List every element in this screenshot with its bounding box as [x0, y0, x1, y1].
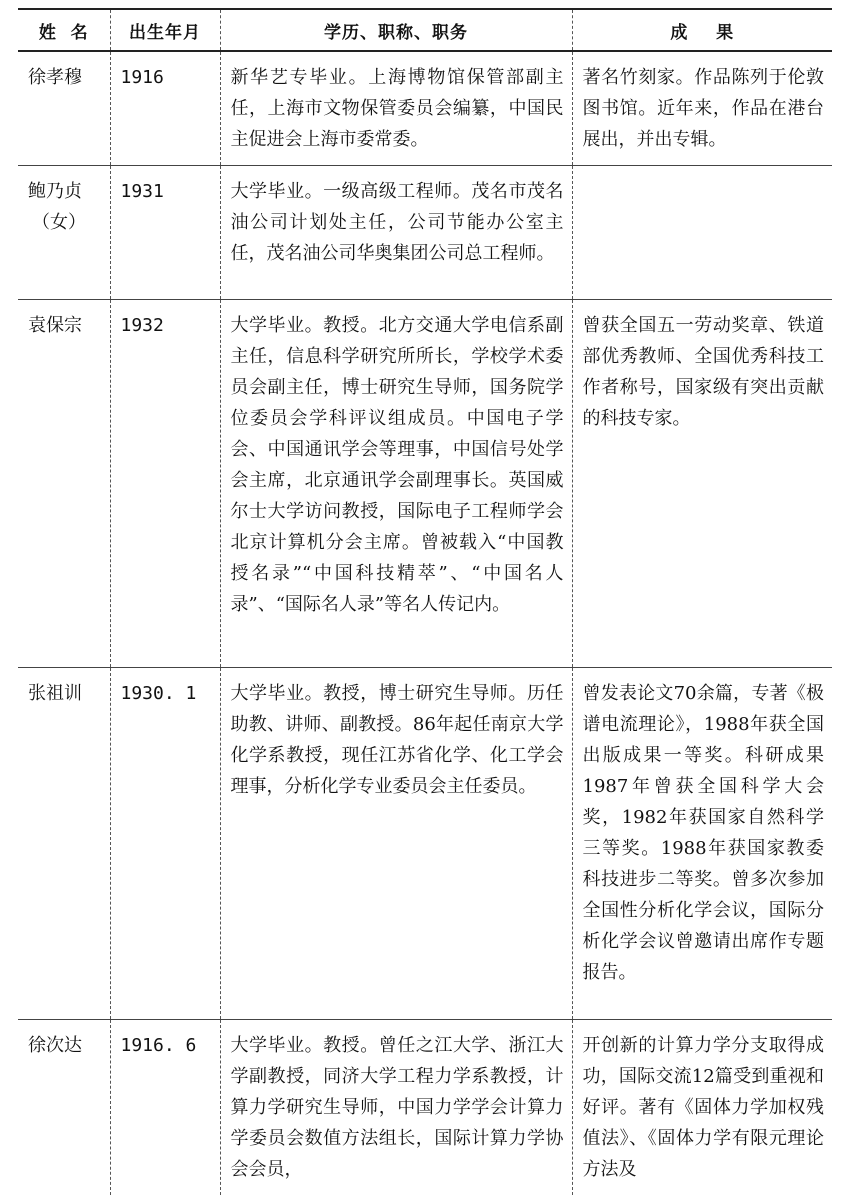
table-row [18, 166, 832, 300]
cell-education: 大学毕业。教授。曾任之江大学、浙江大学副教授，同济大学工程力学系教授，计算力学研究生导师，中国力学学会计算力学委员会数值方法组长，国际计算力学协会会员， [220, 1020, 572, 1196]
person-name: 徐次达 [28, 1035, 82, 1056]
cell-name [18, 51, 110, 166]
cell-birth: 1930. 1 [110, 668, 220, 1020]
cell-birth: 1916. 6 [110, 1020, 220, 1196]
biography-table [18, 8, 832, 1195]
header-name: 姓 名 [18, 9, 110, 51]
cell-education: 大学毕业。一级高级工程师。茂名市茂名油公司计划处主任，公司节能办公室主任，茂名油公司华奥集团公司总工程师。 [220, 166, 572, 300]
cell-name [18, 300, 110, 668]
cell-birth: 1931 [110, 166, 220, 300]
cell-achievements: 著名竹刻家。作品陈列于伦敦图书馆。近年来，作品在港台展出，并出专辑。 [572, 51, 832, 166]
table-row [18, 51, 832, 166]
person-gender: （女） [32, 212, 86, 233]
cell-birth: 1932 [110, 300, 220, 668]
cell-achievements [572, 166, 832, 300]
table-row [18, 1020, 832, 1196]
cell-name [18, 668, 110, 1020]
table-header-row [18, 9, 832, 51]
cell-education: 大学毕业。教授，博士研究生导师。历任助教、讲师、副教授。86年起任南京大学化学系教授，现任江苏省化学、化工学会理事，分析化学专业委员会主任委员。 [220, 668, 572, 1020]
person-name: 鲍乃贞 [28, 181, 82, 202]
person-name: 袁保宗 [28, 315, 82, 336]
cell-achievements: 开创新的计算力学分支取得成功，国际交流12篇受到重视和好评。著有《固体力学加权残值法》、《固体力学有限元理论方法及 [572, 1020, 832, 1196]
person-name: 徐孝穆 [28, 67, 82, 88]
header-education: 学历、职称、职务 [220, 9, 572, 51]
table-row [18, 300, 832, 668]
header-birth: 出生年月 [110, 9, 220, 51]
cell-education: 新华艺专毕业。上海博物馆保管部副主任，上海市文物保管委员会编纂，中国民主促进会上海市委常委。 [220, 51, 572, 166]
cell-achievements: 曾发表论文70余篇，专著《极谱电流理论》，1988年获全国出版成果一等奖。科研成果1987年曾获全国科学大会奖，1982年获国家自然科学三等奖。1988年获国家教委科技进步二等奖。曾多次参加全国性分析化学会议，国际分析化学会议曾邀请出席作专题报告。 [572, 668, 832, 1020]
cell-education: 大学毕业。教授。北方交通大学电信系副主任，信息科学研究所所长，学校学术委员会副主任，博士研究生导师，国务院学位委员会学科评议组成员。中国电子学会、中国通讯学会等理事，中国信号处学会主席，北京通讯学会副理事长。英国威尔士大学访问教授，国际电子工程师学会北京计算机分会主席。曾被载入“中国教授名录”“中国科技精萃”、“中国名人录”、“国际名人录”等名人传记内。 [220, 300, 572, 668]
cell-name [18, 1020, 110, 1196]
header-achievements: 成 果 [572, 9, 832, 51]
cell-achievements: 曾获全国五一劳动奖章、铁道部优秀教师、全国优秀科技工作者称号，国家级有突出贡献的科技专家。 [572, 300, 832, 668]
table-row [18, 668, 832, 1020]
cell-name [18, 166, 110, 300]
person-name: 张祖训 [28, 683, 82, 704]
cell-birth: 1916 [110, 51, 220, 166]
document-page [18, 8, 832, 1188]
